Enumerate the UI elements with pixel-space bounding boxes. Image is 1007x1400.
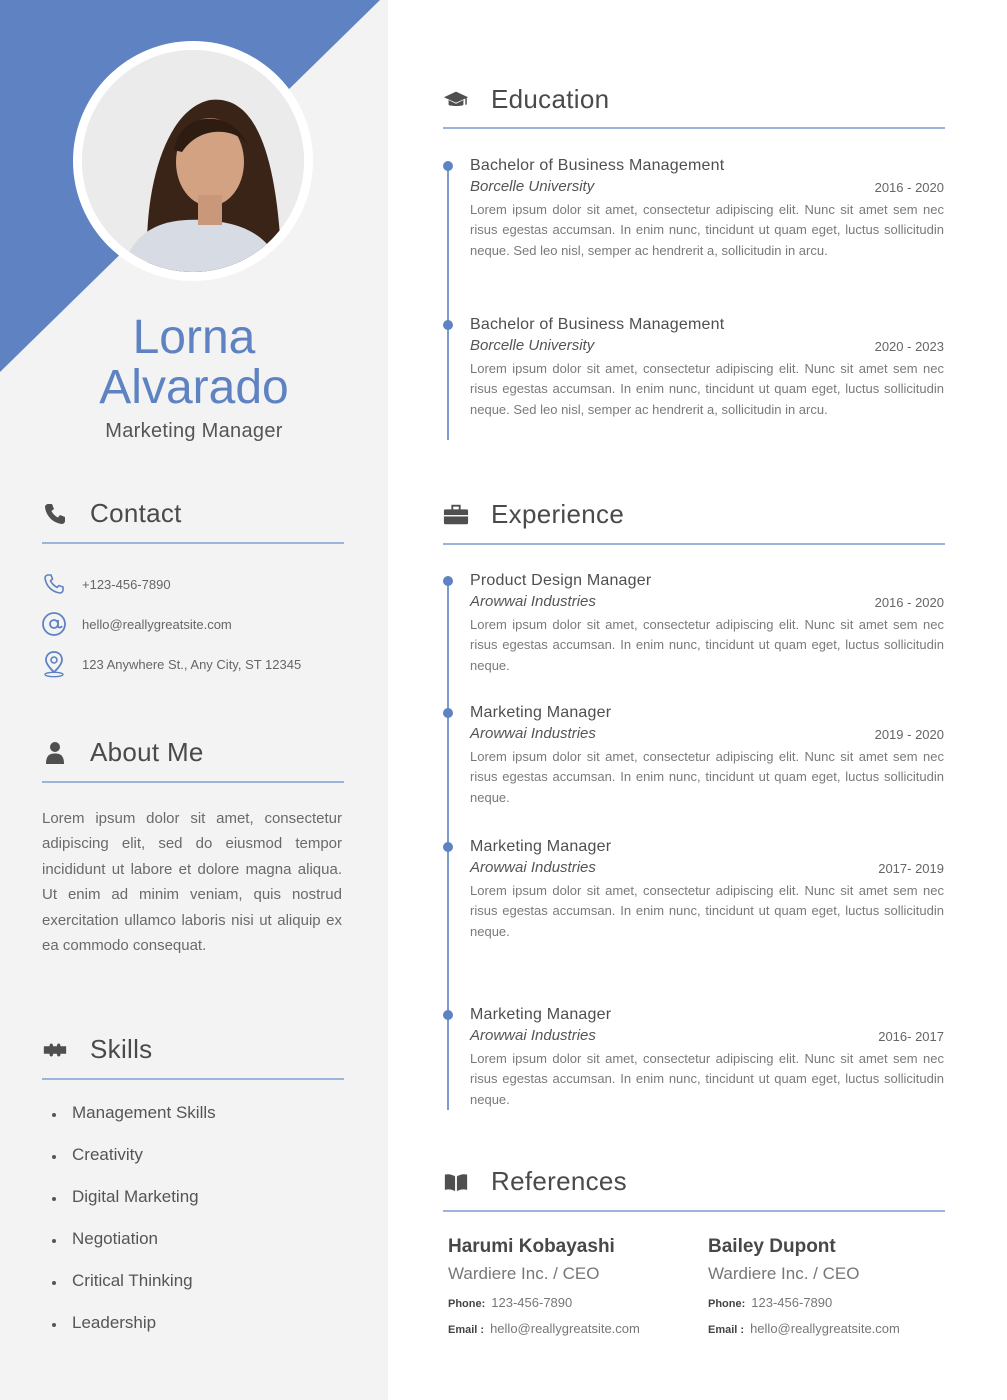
timeline-dot — [443, 320, 453, 330]
about-divider — [42, 781, 344, 783]
entry-org: Arowwai Industries — [470, 1027, 596, 1044]
entry-title: Bachelor of Business Management — [470, 316, 725, 333]
entry-years: 2017- 2019 — [878, 861, 944, 876]
experience-divider — [443, 543, 945, 545]
experience-entry — [470, 838, 944, 942]
reference-name: Bailey Dupont — [708, 1236, 836, 1257]
skills-heading — [42, 1034, 152, 1065]
education-entry — [470, 316, 944, 420]
entry-title: Marketing Manager — [470, 704, 612, 721]
reference-phone[interactable]: Phone: 123-456-7890 — [448, 1295, 573, 1310]
contact-phone-text: +123-456-7890 — [82, 576, 171, 592]
puzzle-icon — [42, 1037, 68, 1063]
contact-heading-label: Contact — [90, 498, 182, 528]
references-heading — [443, 1166, 627, 1197]
entry-description: Lorem ipsum dolor sit amet, consectetur adipiscing elit. Nunc sit amet sem nec risus egestas accumsan. In enim nunc, tincidunt ut quam eget, luctus sollicitudin neque. — [470, 1051, 944, 1107]
references-heading-label: References — [491, 1166, 627, 1196]
reference-email[interactable]: Email : hello@reallygreatsite.com — [448, 1321, 640, 1336]
reference-phone[interactable]: Phone: 123-456-7890 — [708, 1295, 833, 1310]
skill-item: Creativity — [50, 1145, 216, 1187]
phone-icon — [42, 501, 68, 527]
timeline-dot — [443, 161, 453, 171]
entry-description: Lorem ipsum dolor sit amet, consectetur adipiscing elit. Nunc sit amet sem nec risus egestas accumsan. In enim nunc, tincidunt ut quam eget, luctus sollicitudin neque. Sed leo nisl, semper ac hendrerit a, sollicitudin in arcu. — [470, 202, 944, 258]
skill-item: Negotiation — [50, 1229, 216, 1271]
reference-card — [448, 1236, 698, 1347]
graduation-cap-icon — [443, 87, 469, 113]
entry-years: 2016 - 2020 — [874, 180, 944, 195]
entry-org: Borcelle University — [470, 178, 595, 195]
about-text: Lorem ipsum dolor sit amet, consectetur adipiscing elit, sed do eiusmod tempor incididunt ut labore et dolore magna aliqua. Ut enim ad minim veniam, quis nostrud exercitation ullamco laboris nisi ut aliquip ex ea commodo consequat. — [42, 810, 342, 955]
education-timeline — [447, 162, 449, 440]
timeline-dot — [443, 1010, 453, 1020]
reference-company: Wardiere Inc. / CEO — [448, 1264, 600, 1283]
job-title: Marketing Manager — [105, 420, 283, 442]
entry-title: Product Design Manager — [470, 572, 652, 589]
timeline-dot — [443, 708, 453, 718]
briefcase-icon — [443, 502, 469, 528]
reference-email[interactable]: Email : hello@reallygreatsite.com — [708, 1321, 900, 1336]
entry-description: Lorem ipsum dolor sit amet, consectetur adipiscing elit. Nunc sit amet sem nec risus egestas accumsan. In enim nunc, tincidunt ut quam eget, luctus sollicitudin neque. — [470, 749, 944, 805]
profile-photo-frame — [73, 41, 313, 281]
entry-org: Arowwai Industries — [470, 859, 596, 876]
entry-years: 2020 - 2023 — [874, 339, 944, 354]
skill-item: Management Skills — [50, 1103, 216, 1145]
at-icon — [40, 610, 68, 638]
entry-title: Bachelor of Business Management — [470, 157, 725, 174]
experience-heading — [443, 499, 624, 530]
contact-address-text: 123 Anywhere St., Any City, ST 12345 — [82, 656, 302, 672]
skill-item: Critical Thinking — [50, 1271, 216, 1313]
experience-entry — [470, 1006, 944, 1110]
references-divider — [443, 1210, 945, 1212]
user-icon — [42, 740, 68, 766]
skill-item: Leadership — [50, 1313, 216, 1355]
contact-email-text: hello@reallygreatsite.com — [82, 616, 232, 632]
location-pin-icon — [40, 650, 68, 678]
open-book-icon — [443, 1169, 469, 1195]
contact-phone[interactable] — [40, 570, 171, 598]
last-name: Alvarado — [99, 361, 289, 414]
education-heading — [443, 84, 609, 115]
reference-company: Wardiere Inc. / CEO — [708, 1264, 860, 1283]
contact-email[interactable] — [40, 610, 232, 638]
education-heading-label: Education — [491, 84, 610, 114]
profile-photo — [82, 50, 304, 272]
skills-list — [50, 1103, 216, 1355]
timeline-dot — [443, 576, 453, 586]
education-entry — [470, 157, 944, 261]
phone-icon — [40, 570, 68, 598]
about-heading — [42, 737, 204, 768]
entry-description: Lorem ipsum dolor sit amet, consectetur adipiscing elit. Nunc sit amet sem nec risus egestas accumsan. In enim nunc, tincidunt ut quam eget, luctus sollicitudin neque. Sed leo nisl, semper ac hendrerit a, sollicitudin in arcu. — [470, 361, 944, 417]
entry-years: 2019 - 2020 — [874, 727, 944, 742]
entry-title: Marketing Manager — [470, 838, 612, 855]
entry-org: Arowwai Industries — [470, 593, 596, 610]
skill-item: Digital Marketing — [50, 1187, 216, 1229]
contact-heading — [42, 498, 182, 529]
skills-divider — [42, 1078, 344, 1080]
entry-years: 2016- 2017 — [878, 1029, 944, 1044]
education-divider — [443, 127, 945, 129]
experience-heading-label: Experience — [491, 499, 625, 529]
reference-name: Harumi Kobayashi — [448, 1236, 615, 1257]
contact-address — [40, 650, 301, 678]
entry-description: Lorem ipsum dolor sit amet, consectetur adipiscing elit. Nunc sit amet sem nec risus egestas accumsan. In enim nunc, tincidunt ut quam eget, luctus sollicitudin neque. — [470, 617, 944, 673]
skills-heading-label: Skills — [90, 1034, 153, 1064]
first-name: Lorna — [132, 311, 256, 364]
entry-org: Borcelle University — [470, 337, 595, 354]
contact-divider — [42, 542, 344, 544]
reference-card — [708, 1236, 958, 1347]
about-heading-label: About Me — [90, 737, 204, 767]
entry-years: 2016 - 2020 — [874, 595, 944, 610]
timeline-dot — [443, 842, 453, 852]
entry-title: Marketing Manager — [470, 1006, 612, 1023]
entry-description: Lorem ipsum dolor sit amet, consectetur adipiscing elit. Nunc sit amet sem nec risus egestas accumsan. In enim nunc, tincidunt ut quam eget, luctus sollicitudin neque. — [470, 883, 944, 939]
experience-entry — [470, 704, 944, 808]
entry-org: Arowwai Industries — [470, 725, 596, 742]
experience-entry — [470, 572, 944, 676]
